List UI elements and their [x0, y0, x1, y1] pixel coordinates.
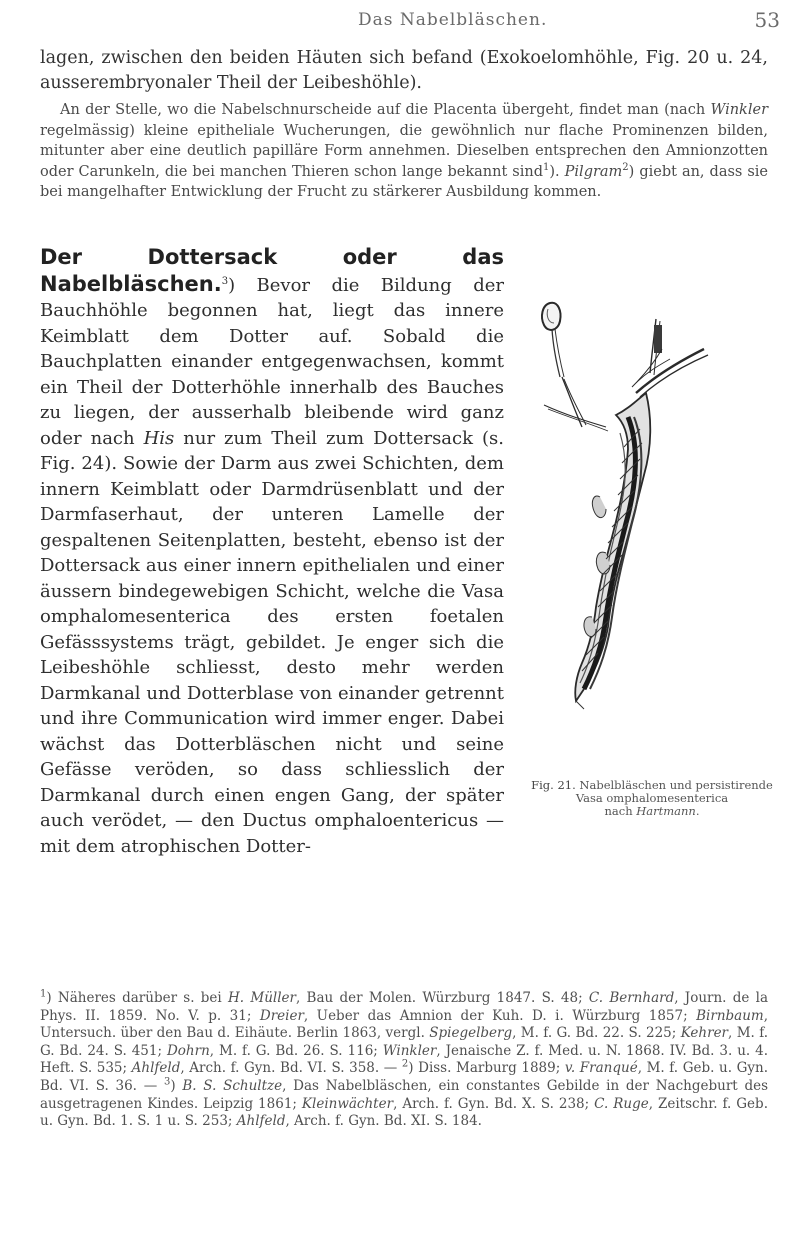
- page-number: 53: [754, 8, 780, 32]
- footnote-block: $^1$) Näheres darüber s. bei H. Müller, Bau der Molen. Würzburg 1847. S. 48; C. Bernhard, Journ. de la Phys. II. 1859. No. V. p. 31; Dreier, Ueber das Amnion der Kuh. D. i. Würzburg 1857; Birnbaum, Untersuch. über den Bau d. Eihäute. Berlin 1863, vergl. Spiegelberg, M. f. G. Bd. 22. S. 225; Kehrer, M. f. G. Bd. 24. S. 451; Dohrn, M. f. G. Bd. 26. S. 116; Winkler, Jenaische Z. f. Med. u. N. 1868. IV. Bd. 3. u. 4. Heft. S. 535; Ahlfeld, Arch. f. Gyn. Bd. VI. S. 358. — $^2$) Diss. Marburg 1889; v. Franqué, M. f. Geb. u. Gyn. Bd. VI. S. 36. — $^3$) B. S. Schultze, Das Nabelbläschen, ein constantes Gebilde in der Nachgeburt des ausgetragenen Kindes. Leipzig 1861; Kleinwächter, Arch. f. Gyn. Bd. X. S. 238; C. Ruge, Zeitschr. f. Geb. u. Gyn. Bd. 1. S. 1 u. S. 253; Ahlfeld, Arch. f. Gyn. Bd. XI. S. 184.: [40, 988, 769, 1130]
- figure-label: Fig. 21.: [531, 778, 576, 792]
- figure-credit: Hartmann: [636, 804, 696, 818]
- cord-drawing: [575, 393, 650, 701]
- section-heading: Der Dottersack oder das Nabelbläschen.: [40, 245, 504, 296]
- footnote-mark-3: 3: [163, 1076, 171, 1088]
- figure-caption: Fig. 21. Nabelbläschen und persistirende Vasa omphalomesenterica nach Hartmann.: [531, 778, 773, 818]
- footnote-ref-3: 3: [221, 275, 229, 287]
- author-his: His: [143, 427, 175, 449]
- author-winkler: Winkler: [710, 102, 768, 118]
- placenta-paragraph: An der Stelle, wo die Nabelschnurscheide auf die Placenta übergeht, findet man (nach Winkler regelmässig) kleine epitheliale Wucherungen, die gewöhnlich nur flache Prominenzen bilden, mitunter aber eine deutlich papilläre Form annehmen. Dieselben entsprechen den Amnionzotten oder Carunkeln, die bei manchen Thieren schon lange bekannt sind$^1$). Pilgram$^2$) giebt an, dass sie bei mangelhafter Entwicklung der Frucht zu stärkerer Ausbildung kommen.: [40, 102, 769, 200]
- continued-paragraph: lagen, zwischen den beiden Häuten sich befand (Exokoelomhöhle, Fig. 20 u. 24, ausserembryonaler Theil der Leibeshöhle).: [40, 48, 768, 93]
- footnotes: [40, 990, 768, 1131]
- figure-caption-text: Nabelbläschen und persistirende Vasa omphalomesenterica: [575, 778, 773, 805]
- running-head: Das Nabelbläschen.: [358, 10, 548, 30]
- section-body: Der Dottersack oder das Nabelbläschen.$^3$) Bevor die Bildung der Bauchhöhle begonnen hat, liegt das innere Keimblatt dem Dotter auf. Sobald die Bauchplatten einander entgegenwachsen, kommt ein Theil der Dotterhöhle innerhalb des Bauches zu liegen, der ausserhalb bleibende wird ganz oder nach His nur zum Theil zum Dottersack (s. Fig. 24). Sowie der Darm aus zwei Schichten, dem innern Keimblatt oder Darmdrüsenblatt und der Darmfaserhaut, der unteren Lamelle der gespaltenen Seitenplatten, besteht, ebenso ist der Dottersack aus einer innern epithelialen und einer äussern bindegewebigen Schicht, welche die Vasa omphalomesenterica des ersten foetalen Gefässsystems trägt, gebildet. Je enger sich die Leibeshöhle schliesst, desto mehr werden Darmkanal und Dotterblase von einander getrennt und ihre Communication wird immer enger. Dabei wächst das Dotterbläschen nicht und seine Gefässe veröden, so dass schliesslich der Darmkanal durch einen engen Gang, der später auch verödet, — den Ductus omphaloentericus — mit dem atrophischen Dotter-: [40, 245, 504, 857]
- footnote-ref-2: 2: [622, 161, 629, 173]
- umbilical-vesicle-illustration: [536, 297, 768, 777]
- footnote-mark-1: 1: [40, 988, 47, 1000]
- author-pilgram: Pilgram: [564, 163, 623, 180]
- page-header: [0, 8, 800, 38]
- dottersack-section: [40, 245, 773, 859]
- footnote-ref-1: 1: [543, 161, 550, 173]
- figure-21: [514, 297, 776, 843]
- footnote-mark-2: 2: [401, 1058, 409, 1070]
- vesicle-drawing: [542, 303, 564, 377]
